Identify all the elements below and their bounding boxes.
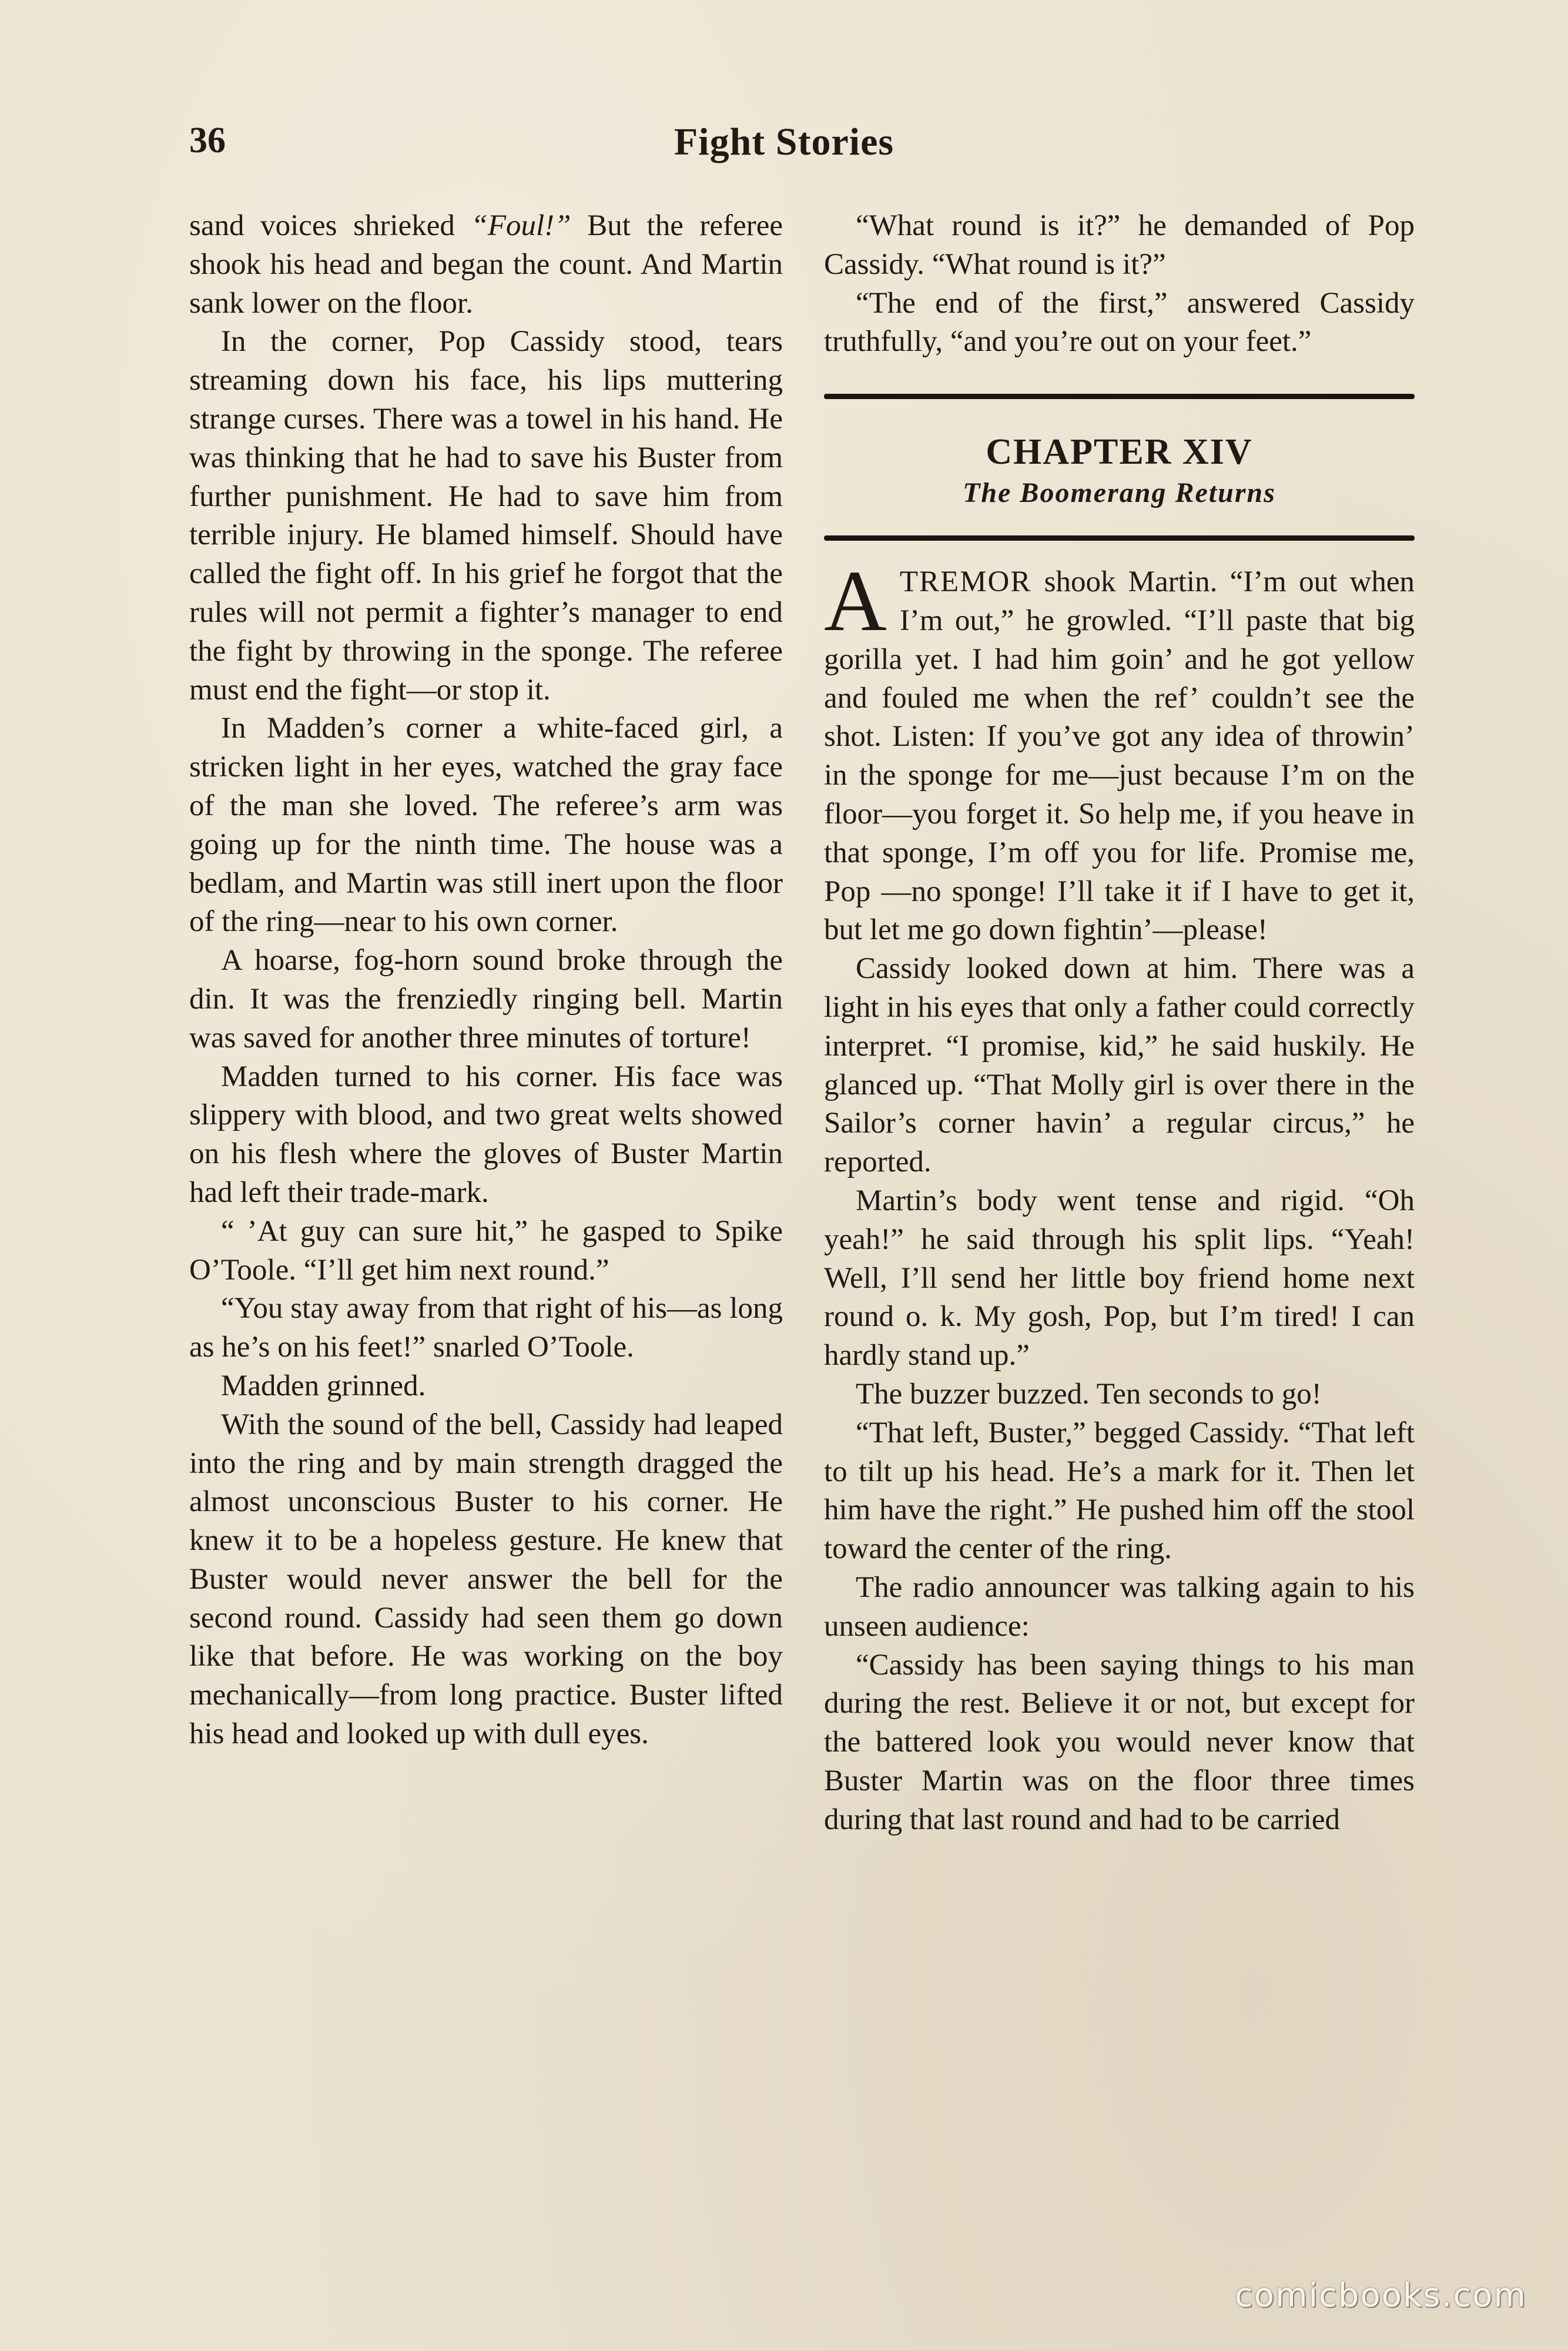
left-column bbox=[189, 207, 783, 1754]
paragraph: With the sound of the bell, Cassidy had leaped into the ring and by main strength dragged the almost unconscious Buster to his corner. He knew it to be a hopeless gesture. He knew that Buster would never answer the bell for the second round. Cassidy had seen them go down like that before. He was working on the boy mechanically—from long practice. Buster lifted his head and looked up with dull eyes. bbox=[189, 1408, 783, 1751]
running-title: Fight Stories bbox=[674, 120, 894, 163]
opening-text: shook Martin. “I’m out when I’m out,” he growled. “I’ll paste that big gorilla yet. I had him goin’ and he got yellow and fouled me when the ref’ couldn’t see the shot. Listen: If you’ve got any idea of throwin’ in the sponge for me—just because I’m on the floor—you forget it. So help me, if you heave in that sponge, I’m off you for life. Promise me, Pop —no sponge! I’ll take it if I have to get it, but let me go down fightin’—please! bbox=[824, 565, 1415, 947]
paragraph: Madden turned to his corner. His face was slippery with blood, and two great welts showed on his flesh where the gloves of Buster Martin had left their trade-mark. bbox=[189, 1060, 783, 1209]
paragraph: Cassidy looked down at him. There was a light in his eyes that only a father could correctly interpret. “I promise, kid,” he said huskily. He glanced up. “That Molly girl is over there in the Sailor’s corner havin’ a regular circus,” he reported. bbox=[824, 952, 1415, 1179]
paragraph: “What round is it?” he demanded of Pop Cassidy. “What round is it?” bbox=[824, 209, 1415, 281]
first-word: TREMOR bbox=[899, 565, 1032, 599]
chapter-heading: CHAPTER XIV bbox=[986, 432, 1253, 473]
paragraph: “ ’At guy can sure hit,” he gasped to Spike O’Toole. “I’ll get him next round.” bbox=[189, 1214, 783, 1287]
paragraph: “Cassidy has been saying things to his man during the rest. Believe it or not, but except for the battered look you would never know that Buster Martin was on the floor three times during that last round and had to be carried bbox=[824, 1648, 1415, 1836]
paragraph: In the corner, Pop Cassidy stood, tears streaming down his face, his lips muttering strange curses. There was a towel in his hand. He was thinking that he had to save his Buster from further punishment. He had to save him from terrible injury. He blamed himself. Should have called the fight off. In his grief he forgot that the rules will not permit a fighter’s manager to end the fight by throwing in the sponge. The referee must end the fight—or stop it. bbox=[189, 325, 783, 706]
watermark: comicbooks.com bbox=[1234, 2276, 1527, 2315]
paragraph: “You stay away from that right of his—as long as he’s on his feet!” snarled O’Toole. bbox=[189, 1292, 783, 1364]
chapter-rule-top bbox=[824, 394, 1415, 399]
paragraph: The buzzer buzzed. Ten seconds to go! bbox=[856, 1377, 1322, 1411]
drop-cap: A bbox=[824, 553, 887, 650]
paragraph: A hoarse, fog-horn sound broke through the din. It was the frenziedly ringing bell. Martin was saved for another three minutes of torture! bbox=[189, 944, 783, 1054]
paragraph: Martin’s body went tense and rigid. “Oh yeah!” he said through his split lips. “Yeah! Well, I’ll send her little boy friend home next round o. k. My gosh, Pop, but I’m tired! I can hardly stand up.” bbox=[824, 1184, 1415, 1372]
paragraph: sand voices shrieked “Foul!” But the referee shook his head and began the count. And Martin sank lower on the floor. bbox=[189, 209, 783, 320]
chapter-rule-bottom bbox=[824, 535, 1415, 541]
paragraph: “The end of the first,” answered Cassidy truthfully, “and you’re out on your feet.” bbox=[824, 286, 1415, 359]
page-number: 36 bbox=[189, 120, 226, 160]
chapter-subtitle: The Boomerang Returns bbox=[963, 477, 1276, 509]
foul-exclamation: “Foul!” bbox=[471, 209, 571, 242]
chapter-opening-paragraph bbox=[824, 553, 1415, 950]
paragraph: In Madden’s corner a white-faced girl, a stricken light in her eyes, watched the gray face of the man she loved. The referee’s arm was going up for the ninth time. The house was a bedlam, and Martin was still inert upon the floor of the ring—near to his own corner. bbox=[189, 712, 783, 939]
paragraph: Madden grinned. bbox=[221, 1369, 426, 1402]
right-column bbox=[824, 207, 1415, 1839]
paragraph: The radio announcer was talking again to his unseen audience: bbox=[824, 1570, 1415, 1643]
paragraph: “That left, Buster,” begged Cassidy. “That left to tilt up his head. He’s a mark for it. Then let him have the right.” He pushed him off the stool toward the center of the ring. bbox=[824, 1416, 1415, 1566]
